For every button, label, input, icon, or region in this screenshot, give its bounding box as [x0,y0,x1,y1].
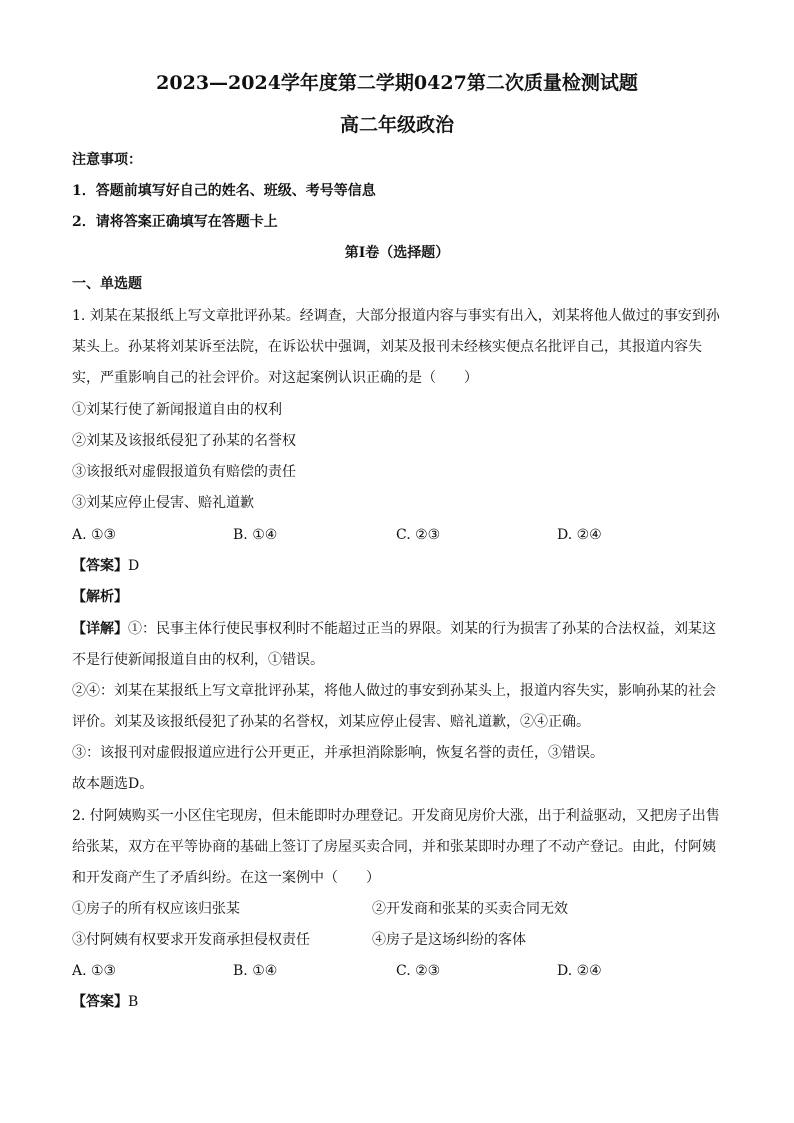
q1-stem-line: 1. 刘某在某报纸上写文章批评孙某。经调查，大部分报道内容与事实有出入，刘某将他人做过的事安到孙 [72,308,720,324]
q1-explanation-line: ②④：刘某在某报纸上写文章批评孙某，将他人做过的事安到孙某头上，报道内容失实，影响孙某的社会 [72,683,716,699]
q1-stem-line: 实，严重影响自己的社会评价。对这起案例认识正确的是（ ） [72,370,478,386]
q2-statement: ②开发商和张某的买卖合同无效 [372,901,568,917]
q2-option-d: D. ②④ [557,963,602,979]
part-title: 一、单选题 [72,276,142,292]
q2-option-b: B. ①④ [233,963,278,979]
q2-option-a: A. ①③ [72,963,117,979]
detail-label: 【详解】 [72,621,128,637]
q1-statement: ①刘某行使了新闻报道自由的权利 [72,402,282,418]
q1-statement: ③刘某应停止侵害、赔礼道歉 [72,495,254,511]
exam-title: 2023—2024学年度第二学期0427第二次质量检测试题 [156,72,638,94]
q1-answer [72,556,722,576]
q1-option-c: C. ②③ [396,527,441,543]
q2-statement: ①房子的所有权应该归张某 [72,901,240,917]
q1-explanation-line: 评价。刘某及该报纸侵犯了孙某的名誉权，刘某应停止侵害、赔礼道歉，②④正确。 [72,714,590,730]
q1-option-d: D. ②④ [557,527,602,543]
q2-stem-line: 和开发商产生了矛盾纠纷。在这一案例中（ ） [72,870,380,886]
q1-stem-line: 某头上。孙某将刘某诉至法院，在诉讼状中强调，刘某及报刊未经核实便点名批评自己，其报道内容失 [72,339,702,355]
q1-explanation-line: 故本题选D。 [72,776,154,792]
q2-answer [72,992,722,1012]
q1-option-b: B. ①④ [233,527,278,543]
answer-label: 【答案】 [72,558,128,574]
q1-explanation-line [72,619,722,639]
q1-option-a: A. ①③ [72,527,117,543]
q2-statement: ④房子是这场纠纷的客体 [372,932,526,948]
explanation-text: ①：民事主体行使民事权利时不能超过正当的界限。刘某的行为损害了孙某的合法权益，刘某这 [128,621,716,637]
q2-stem-line: 给张某，双方在平等协商的基础上签订了房屋买卖合同，并和张某即时办理了不动产登记。由此，付阿姨 [72,839,716,855]
section-title: 第I卷（选择题） [344,245,450,261]
q1-explanation-line: ③：该报刊对虚假报道应进行公开更正，并承担消除影响，恢复名誉的责任，③错误。 [72,745,604,761]
q2-stem-line: 2. 付阿姨购买一小区住宅现房，但未能即时办理登记。开发商见房价大涨，出于利益驱动，又把房子出售 [72,808,720,824]
q2-option-c: C. ②③ [396,963,441,979]
answer-value: D [128,558,140,574]
q2-statement: ③付阿姨有权要求开发商承担侵权责任 [72,932,310,948]
notice-heading: 注意事项： [72,152,142,168]
q1-analysis-label: 【解析】 [72,589,128,605]
q1-explanation-line: 不是行使新闻报道自由的权利，①错误。 [72,652,324,668]
exam-subtitle: 高二年级政治 [339,114,454,136]
answer-value: B [128,994,139,1010]
answer-label: 【答案】 [72,994,128,1010]
q1-statement: ②刘某及该报纸侵犯了孙某的名誉权 [72,433,296,449]
notice-item: 2．请将答案正确填写在答题卡上 [72,214,278,230]
notice-item: 1．答题前填写好自己的姓名、班级、考号等信息 [72,183,376,199]
q1-statement: ③该报纸对虚假报道负有赔偿的责任 [72,464,296,480]
